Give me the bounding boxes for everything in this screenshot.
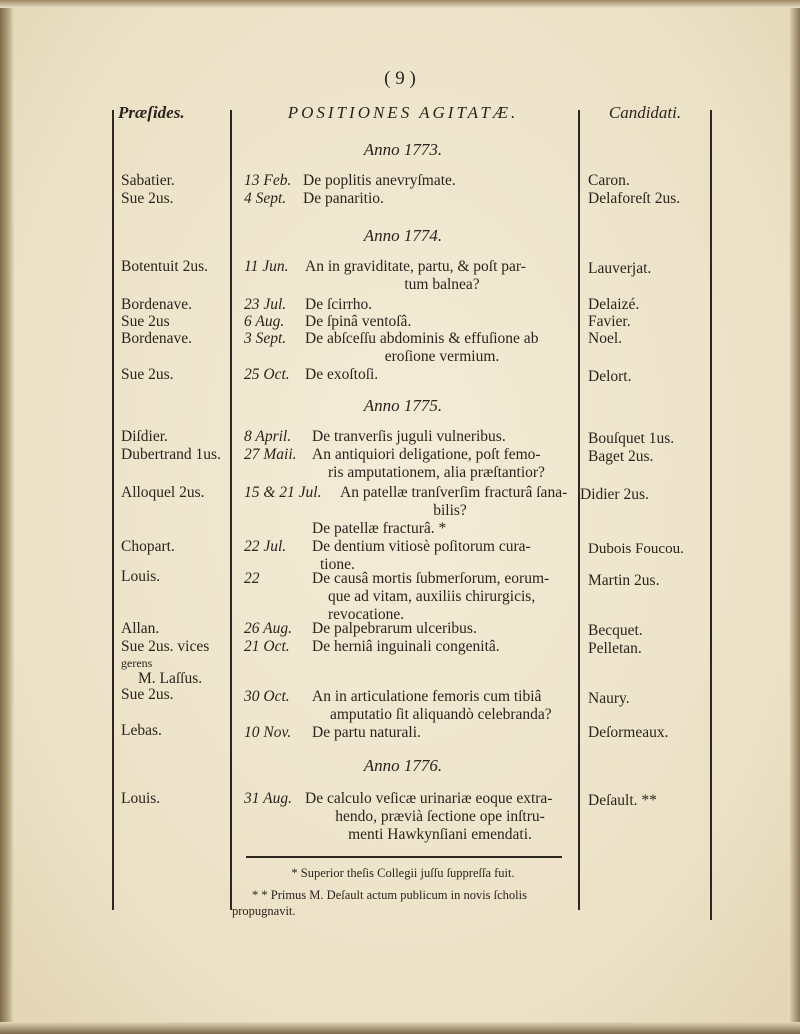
thesis-title: De tranverſis juguli vulneribus. [312,428,506,445]
thesis-title-cont: menti Hawkynſiani emendati. [348,826,532,843]
thesis-title-cont: amputatio ſit aliquandò celebranda? [330,706,552,723]
candidatus: Delort. [588,368,632,385]
thesis-title-cont: que ad vitam, auxiliis chirurgicis, [328,588,536,605]
praeses: Louis. [121,790,161,807]
praeses: Chopart. [121,538,175,555]
praeses: Botentuit 2us. [121,258,208,275]
year-heading: Anno 1773. [363,140,443,159]
thesis-title: An in articulatione femoris cum tibiâ [312,688,542,705]
praeses: Alloquel 2us. [121,484,205,501]
praeses: Lebas. [121,722,162,739]
praeses: Allan. [121,620,160,637]
thesis-date: 27 Maii. [244,446,297,463]
thesis-title: De panaritio. [303,190,384,207]
candidatus: Delaforeſt 2us. [588,190,681,207]
candidatus: Didier 2us. [580,486,649,503]
page-number: ( 9 ) [384,68,416,89]
praeses: Sue 2us. [121,190,174,207]
thesis-date: 21 Oct. [244,638,290,655]
praeses: Sue 2us. [121,686,174,703]
footnote-2: * * Primus M. Deſault actum publicum in novis ſcholis [252,888,527,902]
footnote-1: * Superior theſis Collegii juſſu ſuppreſſa fuit. [291,866,515,880]
thesis-date: 22 Jul. [244,538,287,555]
thesis-title: An in graviditate, partu, & poſt par- [305,258,526,275]
column-rule [112,110,114,910]
candidatus: Deſault. ** [588,792,657,809]
thesis-title-cont: ris amputationem, alia præſtantior? [328,464,545,481]
praeses: Sue 2us. vices [121,638,210,655]
year-heading: Anno 1774. [363,226,443,245]
thesis-title: De palpebrarum ulceribus. [312,620,477,637]
page-edge-top [0,0,800,8]
thesis-title: De partu naturali. [312,724,421,741]
column-rule [710,110,712,920]
column-rule [230,110,232,910]
praeses: Sue 2us. [121,366,174,383]
candidatus: Delaizé. [588,296,640,313]
candidatus: Deſormeaux. [588,724,669,741]
candidatus: Noel. [588,330,623,347]
candidatus: Bouſquet 1us. [588,430,675,447]
thesis-date: 6 Aug. [244,313,285,330]
thesis-title: De poplitis anevryſmate. [303,172,456,189]
candidatus: Baget 2us. [588,448,654,465]
thesis-title-cont: revocatione. [328,606,405,623]
header-praesides: Præſides. [118,103,185,122]
thesis-title: An antiquiori deligatione, poſt femo- [312,446,541,463]
header-positiones: POSITIONES AGITATÆ. [287,103,519,122]
praeses: Dubertrand 1us. [121,446,221,463]
column-rule [578,110,580,910]
page-edge-bottom [0,1022,800,1034]
praeses: Diſdier. [121,428,168,445]
praeses: Louis. [121,568,161,585]
thesis-date: 10 Nov. [244,724,292,741]
praeses: Sabatier. [121,172,175,189]
thesis-title-alt: De patellæ fracturâ. * [312,520,447,537]
candidatus: Lauverjat. [588,260,652,277]
praeses-cont: M. Laſſus. [138,670,203,687]
footnote-2-cont: propugnavit. [232,904,296,918]
thesis-date: 22 [244,570,260,587]
thesis-date: 25 Oct. [244,366,290,383]
praeses: Bordenave. [121,330,193,347]
thesis-title-cont: eroſione vermium. [384,348,500,365]
candidatus: Dubois Foucou. [588,541,684,557]
thesis-date: 8 April. [244,428,292,445]
footnote-rule [246,856,562,858]
thesis-title: De causâ mortis ſubmerſorum, eorum- [312,570,550,587]
thesis-title: De exoſtoſi. [305,366,379,383]
thesis-date: 13 Feb. [244,172,292,189]
thesis-date: 26 Aug. [244,620,292,637]
thesis-title-cont: bilis? [433,502,467,519]
candidatus: Caron. [588,172,630,189]
candidatus: Favier. [588,313,631,330]
thesis-title: De herniâ inguinali congenitâ. [312,638,500,655]
praeses-cont: gerens [121,656,153,670]
candidatus: Martin 2us. [588,572,660,589]
praeses: Sue 2us [121,313,170,330]
page-edge-left [0,0,14,1034]
thesis-title: An patellæ tranſverſim fracturâ ſana- [340,484,568,501]
thesis-date: 3 Sept. [244,330,287,347]
year-heading: Anno 1776. [363,756,443,775]
header-candidati: Candidati. [608,103,682,122]
candidatus: Pelletan. [588,640,642,657]
thesis-title: De ſpinâ ventoſâ. [305,313,412,330]
year-heading: Anno 1775. [363,396,443,415]
page-edge-right [790,0,800,1034]
praeses: Bordenave. [121,296,193,313]
thesis-date: 4 Sept. [244,190,287,207]
thesis-date: 30 Oct. [244,688,290,705]
candidatus: Naury. [588,690,630,707]
thesis-title-cont: tum balnea? [404,276,480,293]
candidatus: Becquet. [588,622,643,639]
thesis-title: De abſceſſu abdominis & effuſione ab [305,330,539,347]
thesis-date: 23 Jul. [244,296,287,313]
thesis-date: 31 Aug. [244,790,292,807]
thesis-title: De dentium vitiosè poſitorum cura- [312,538,531,555]
thesis-date: 11 Jun. [244,258,289,275]
thesis-title-cont: tione. [320,556,355,573]
thesis-date: 15 & 21 Jul. [244,484,322,501]
thesis-title-cont: hendo, prævià ſectione ope inſtru- [335,808,545,825]
thesis-title: De ſcirrho. [305,296,373,313]
thesis-title: De calculo veſicæ urinariæ eoque extra- [305,790,553,807]
